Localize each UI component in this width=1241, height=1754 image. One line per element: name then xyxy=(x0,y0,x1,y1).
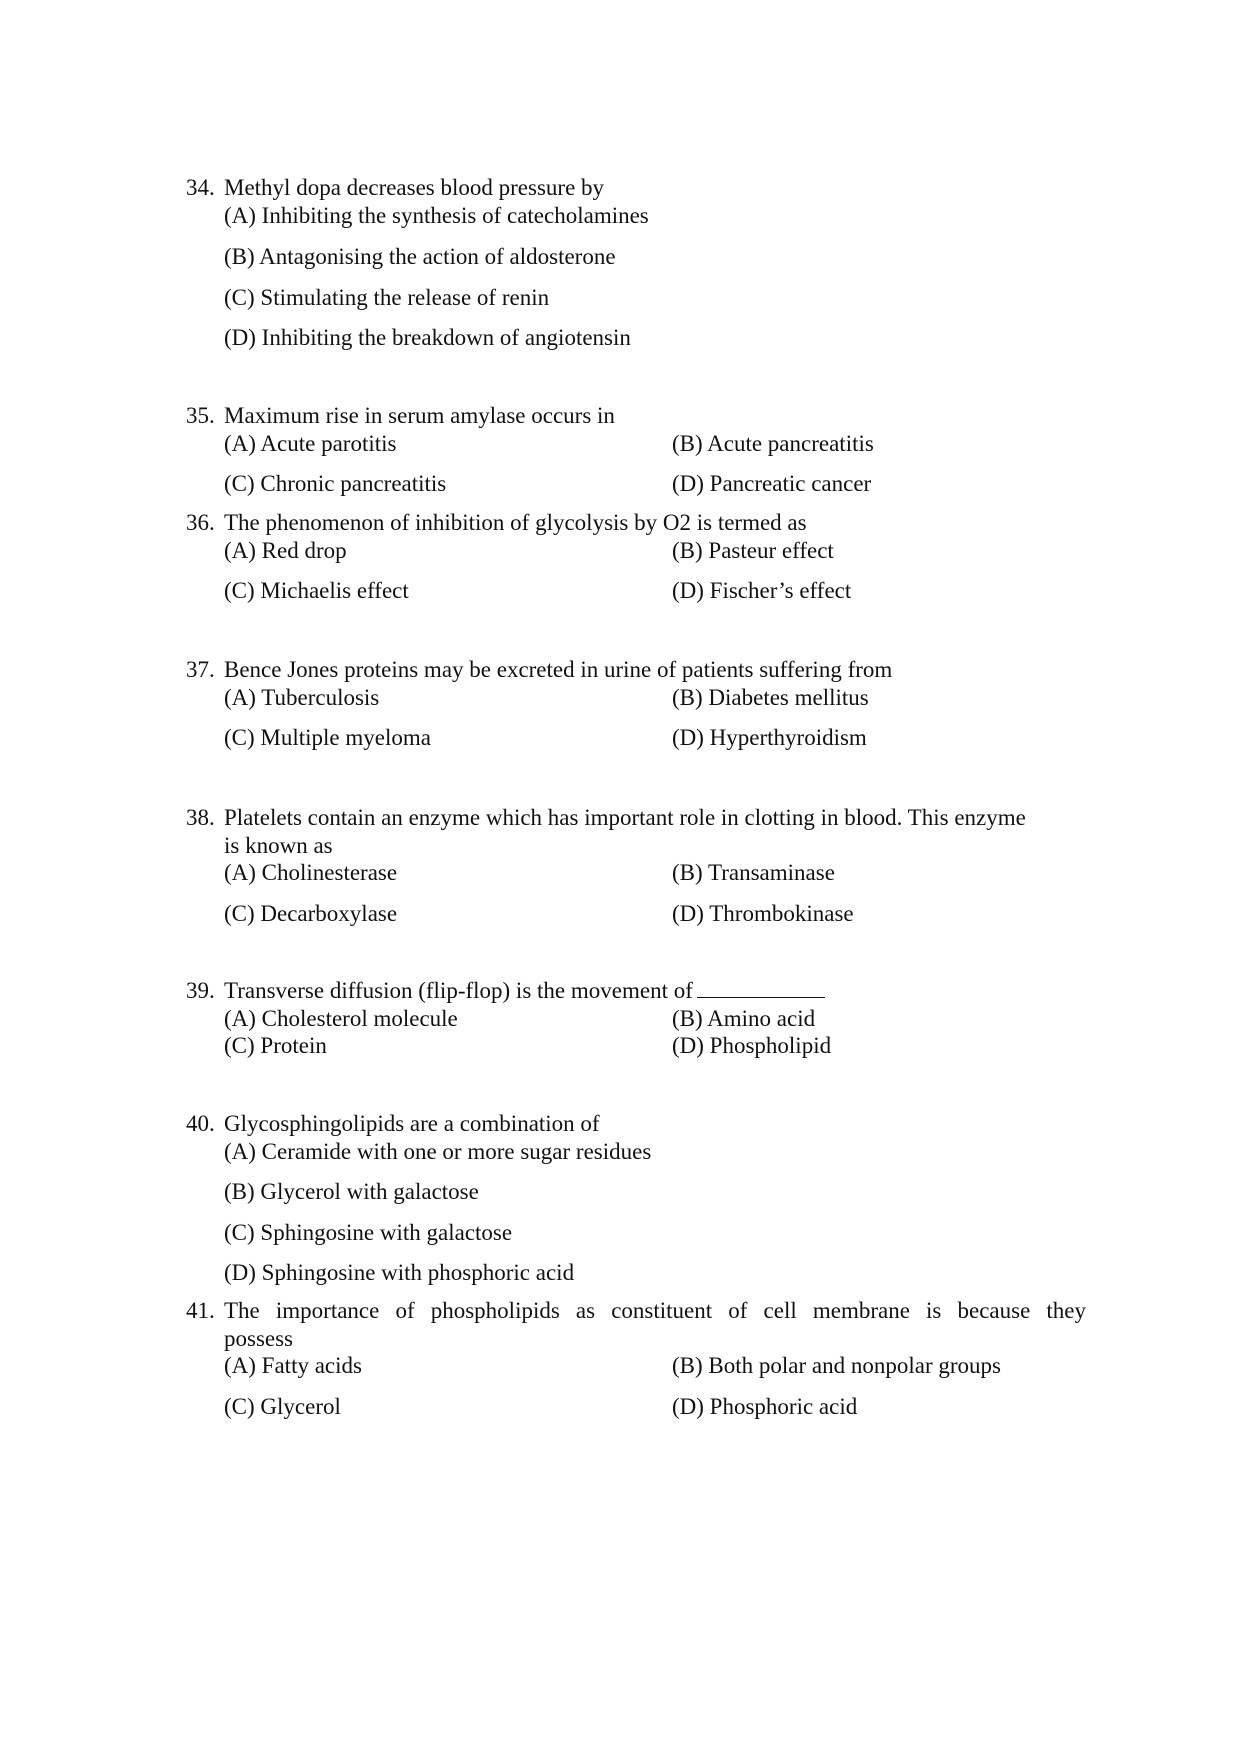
options-grid xyxy=(186,859,1086,927)
option-c: (C) Glycerol xyxy=(224,1393,341,1419)
option-d: (D) Fischer’s effect xyxy=(672,578,852,604)
question-number: 37. xyxy=(186,657,215,682)
options-grid xyxy=(186,1005,1086,1060)
option-a: (A) Cholesterol molecule xyxy=(224,1005,458,1031)
question-text-continued: is known as xyxy=(224,832,333,858)
question-number: 35. xyxy=(186,403,215,428)
question-stem xyxy=(186,804,1086,832)
option-a: (A) Red drop xyxy=(224,537,347,563)
option-a: (A) Cholinesterase xyxy=(224,860,398,886)
question-stem xyxy=(186,402,1086,430)
option-a: (A) Ceramide with one or more sugar residues xyxy=(224,1138,652,1164)
option-c: (C) Multiple myeloma xyxy=(224,725,431,751)
question-38 xyxy=(186,804,1086,927)
option-c: (C) Decarboxylase xyxy=(224,900,398,926)
question-40 xyxy=(186,1110,1086,1287)
option-d: (D) Thrombokinase xyxy=(672,900,854,926)
question-number: 40. xyxy=(186,1111,215,1136)
option-d: (D) Pancreatic cancer xyxy=(672,471,872,497)
question-36 xyxy=(186,509,1086,605)
question-41 xyxy=(186,1297,1086,1420)
question-number: 41. xyxy=(186,1298,215,1323)
question-text: Platelets contain an enzyme which has important role in clotting in blood. This enzyme xyxy=(224,805,1026,830)
question-stem xyxy=(186,1110,1086,1138)
question-text-continued: possess xyxy=(224,1325,294,1351)
question-number: 38. xyxy=(186,805,215,830)
option-d: (D) Phosphoric acid xyxy=(672,1393,858,1419)
question-35 xyxy=(186,402,1086,498)
options-grid xyxy=(186,1352,1086,1420)
question-39 xyxy=(186,977,1086,1060)
question-stem xyxy=(186,509,1086,537)
option-b: (B) Pasteur effect xyxy=(672,537,834,563)
question-text: Maximum rise in serum amylase occurs in xyxy=(224,403,615,428)
option-b: (B) Both polar and nonpolar groups xyxy=(672,1353,1001,1379)
option-d: (D) Sphingosine with phosphoric acid xyxy=(224,1260,575,1286)
question-number: 36. xyxy=(186,510,215,535)
option-a: (A) Acute parotitis xyxy=(224,430,397,456)
options-list xyxy=(186,1138,1086,1287)
question-34 xyxy=(186,174,1086,352)
question-text: The importance of phospholipids as constituent of cell membrane is because they xyxy=(224,1298,1086,1323)
options-list xyxy=(186,202,1086,352)
options-grid xyxy=(186,430,1086,498)
options-grid xyxy=(186,684,1086,752)
option-b: (B) Transaminase xyxy=(672,860,835,886)
option-a: (A) Fatty acids xyxy=(224,1353,362,1379)
option-c: (C) Michaelis effect xyxy=(224,578,409,604)
question-text: Methyl dopa decreases blood pressure by xyxy=(224,175,605,200)
option-b: (B) Acute pancreatitis xyxy=(672,430,874,456)
option-b: (B) Diabetes mellitus xyxy=(672,684,869,710)
question-37 xyxy=(186,656,1086,752)
question-text: Bence Jones proteins may be excreted in urine of patients suffering from xyxy=(224,657,893,682)
option-c: (C) Stimulating the release of renin xyxy=(224,284,550,310)
question-text: Glycosphingolipids are a combination of xyxy=(224,1111,600,1136)
question-number: 39. xyxy=(186,978,215,1003)
question-stem xyxy=(186,174,1086,202)
option-b: (B) Amino acid xyxy=(672,1005,816,1031)
option-c: (C) Chronic pancreatitis xyxy=(224,471,447,497)
question-text: Transverse diffusion (flip-flop) is the movement of xyxy=(224,978,693,1003)
option-d: (D) Phospholipid xyxy=(672,1033,832,1059)
question-stem xyxy=(186,656,1086,684)
option-d: (D) Inhibiting the breakdown of angiotensin xyxy=(224,325,631,351)
option-d: (D) Hyperthyroidism xyxy=(672,725,867,751)
question-text: The phenomenon of inhibition of glycolysis by O2 is termed as xyxy=(224,510,807,535)
option-a: (A) Inhibiting the synthesis of catecholamines xyxy=(224,202,649,228)
options-grid xyxy=(186,537,1086,605)
question-number: 34. xyxy=(186,175,215,200)
question-stem xyxy=(186,977,1086,1005)
question-stem xyxy=(186,1297,1086,1325)
option-a: (A) Tuberculosis xyxy=(224,684,380,710)
option-c: (C) Sphingosine with galactose xyxy=(224,1219,513,1245)
option-b: (B) Antagonising the action of aldosterone xyxy=(224,244,616,270)
answer-blank xyxy=(697,979,825,998)
option-b: (B) Glycerol with galactose xyxy=(224,1179,479,1205)
option-c: (C) Protein xyxy=(224,1033,327,1059)
